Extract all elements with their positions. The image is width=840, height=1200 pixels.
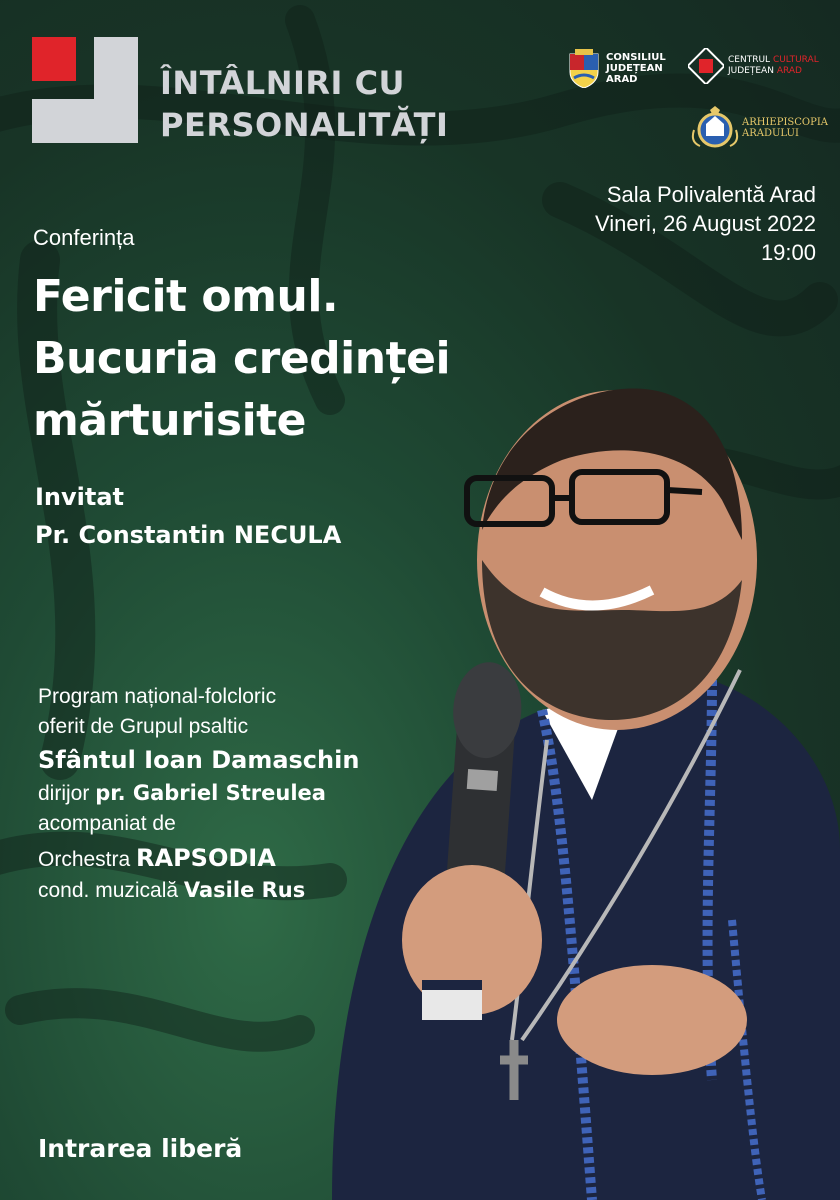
partner-1-line1: CONSILIUL <box>606 51 666 63</box>
accompanied-label: acompaniat de <box>38 812 176 835</box>
conference-title-line2: Bucuria credinței <box>33 333 451 384</box>
event-date: Vineri, 26 August 2022 <box>595 211 816 236</box>
guest-label: Invitat <box>35 483 125 511</box>
event-type-label: Conferința <box>33 225 135 250</box>
choir-name: Sfântul Ioan Damaschin <box>38 746 360 774</box>
orchestra-prefix: Orchestra <box>38 848 137 871</box>
program-line2: oferit de Grupul psaltic <box>38 715 249 738</box>
event-info <box>595 180 816 267</box>
conductor-prefix: dirijor <box>38 782 96 805</box>
coat-of-arms-icon <box>568 48 600 88</box>
series-title-line1: ÎNTÂLNIRI CU <box>160 64 406 102</box>
conductor-name: pr. Gabriel Streulea <box>95 781 326 805</box>
conference-title-line1: Fericit omul. <box>33 271 339 322</box>
event-time: 19:00 <box>760 240 816 265</box>
program-line1: Program național-folcloric <box>38 685 277 708</box>
music-director-prefix: cond. muzicală <box>38 879 184 902</box>
partner-2-line2: CULTURAL <box>772 55 819 65</box>
partner-2-line1: CENTRUL <box>728 55 771 65</box>
series-title <box>160 62 448 146</box>
event-venue: Sala Polivalentă Arad <box>606 182 816 207</box>
partner-1-line3: ARAD <box>606 73 638 85</box>
guest-name: Pr. Constantin NECULA <box>35 521 342 549</box>
partner-cultural-center <box>688 48 819 84</box>
archdiocese-seal-icon <box>690 104 740 152</box>
music-director-name: Vasile Rus <box>183 878 306 902</box>
conference-title-line3: mărturisite <box>33 395 307 446</box>
series-logo-icon <box>32 37 138 143</box>
series-title-line2: PERSONALITĂȚI <box>160 106 449 144</box>
partner-2-line4: ARAD <box>776 66 802 76</box>
partner-3-line2: ARADULUI <box>742 128 799 139</box>
orchestra-name: RAPSODIA <box>136 844 276 872</box>
partner-3-line1: ARHIEPISCOPIA <box>742 117 829 128</box>
cultural-center-logo-icon <box>688 48 724 84</box>
free-entry-label: Intrarea liberă <box>38 1134 243 1163</box>
speaker-photo <box>292 380 840 1200</box>
partner-county-council <box>568 48 666 88</box>
partner-2-line3: JUDEȚEAN <box>728 66 774 76</box>
partner-1-line2: JUDEȚEAN <box>606 62 663 74</box>
partner-archdiocese <box>690 104 828 152</box>
program-block <box>38 682 359 906</box>
